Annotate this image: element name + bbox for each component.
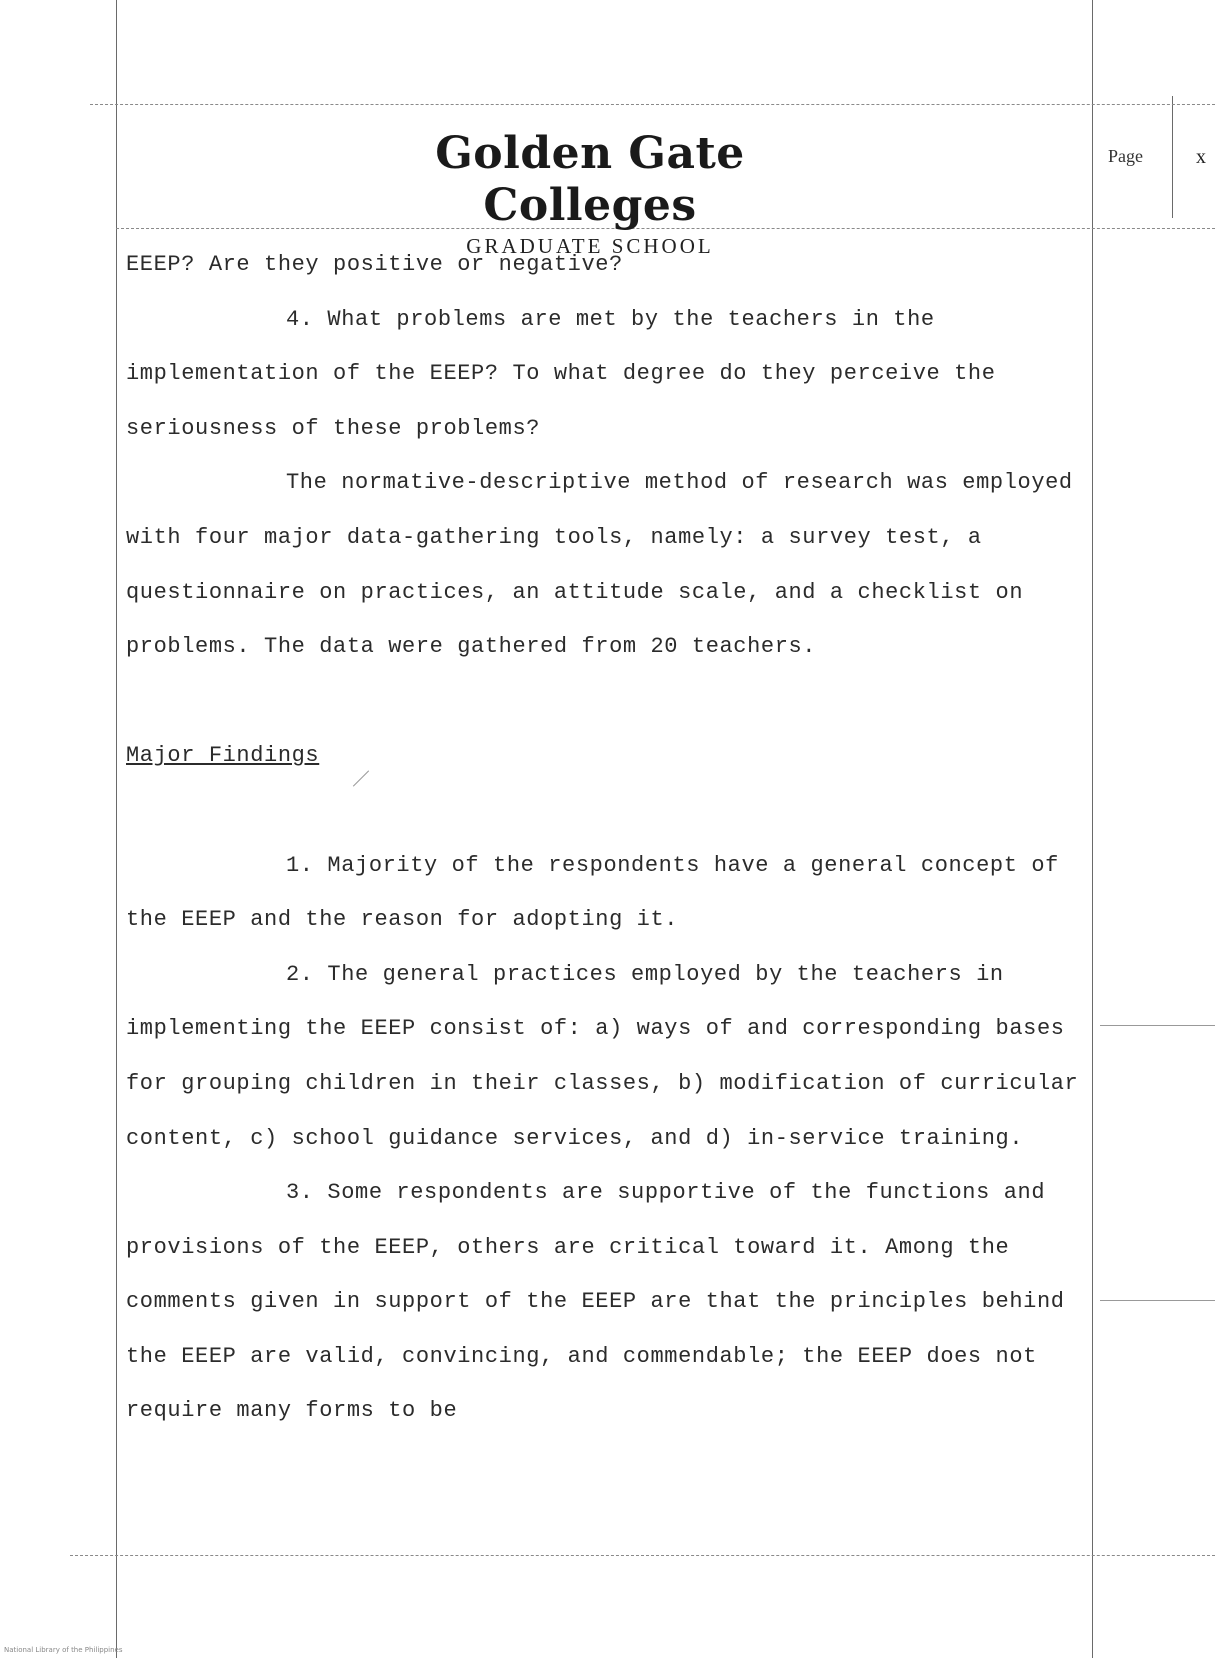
right-edge-mark: [1100, 1025, 1215, 1026]
header-top-dashline: [90, 104, 1215, 105]
finding-item: 1. Majority of the respondents have a general concept of the EEEP and the reason for adopting it.: [126, 852, 1059, 933]
document-body: [126, 238, 1091, 1439]
section-gap: [126, 784, 1091, 839]
paragraph: 4. What problems are met by the teachers in the implementation of the EEEP? To what degree do they perceive the seriousness of these problems?: [126, 306, 996, 441]
college-name: Golden Gate Colleges: [435, 128, 745, 231]
page-number: x: [1196, 146, 1206, 168]
paragraph: The normative-descriptive method of research was employed with four major data-gathering tools, namely: a survey test, a questionnaire on practices, an attitude scale, and a checklist on problems. The data were gathered from 20 teachers.: [126, 470, 1073, 660]
left-margin-rule: [116, 0, 117, 1658]
finding-item: 2. The general practices employed by the teachers in implementing the EEEP consist of: a) ways of and corresponding bases for grouping children in their classes, b) modification of curricular content, c) school guidance services, and d) in-service training.: [126, 961, 1079, 1151]
paragraph: EEEP? Are they positive or negative?: [126, 252, 623, 277]
page-label: Page: [1108, 146, 1143, 166]
section-heading-text: Major Findings: [126, 743, 320, 769]
footer-dashline: [70, 1555, 1215, 1556]
school-name: GRADUATE SCHOOL: [466, 234, 714, 258]
page-box-rule: [1172, 96, 1173, 218]
finding-item: 3. Some respondents are supportive of the functions and provisions of the EEEP, others are critical toward it. Among the comments given in support of the EEEP are that the principles behind the EEEP are valid, convincing, and commendable; the EEEP does not require many forms to be: [126, 1180, 1065, 1424]
section-heading: [126, 729, 1091, 784]
footer-scan-note: National Library of the Philippines: [4, 1646, 123, 1654]
right-edge-mark: [1100, 1300, 1215, 1301]
section-gap: [126, 675, 1091, 730]
right-margin-rule: [1092, 0, 1093, 1658]
